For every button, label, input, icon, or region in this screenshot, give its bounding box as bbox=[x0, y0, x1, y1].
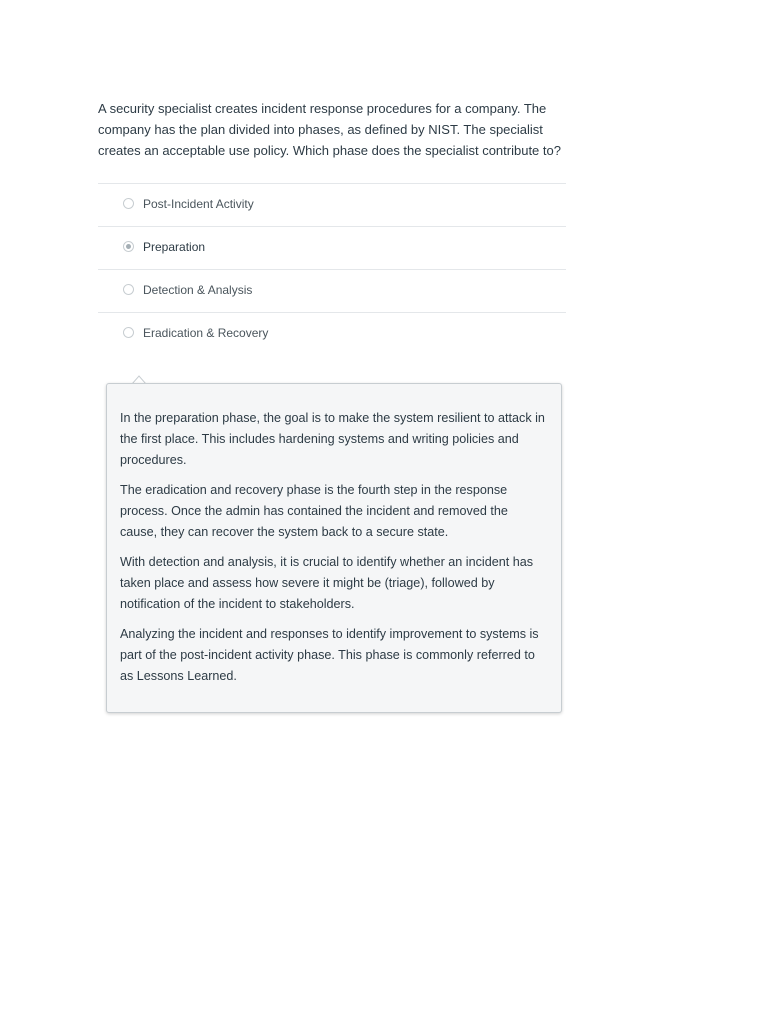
answer-feedback-panel bbox=[106, 383, 562, 713]
radio-button[interactable] bbox=[123, 284, 134, 295]
feedback-paragraph: With detection and analysis, it is crucial to identify whether an incident has taken place and assess how severe it might be (triage), followed by notification of the incident to stakeholders. bbox=[120, 555, 534, 611]
answer-option-eradication-recovery[interactable] bbox=[98, 313, 566, 355]
radio-button[interactable] bbox=[123, 327, 134, 338]
answer-option-post-incident-activity[interactable] bbox=[98, 184, 566, 227]
question-text: A security specialist creates incident response procedures for a company. The company has the plan divided into phases, as defined by NIST. The specialist creates an acceptable use policy. Which phase does the specialist contribute to? bbox=[98, 101, 561, 158]
feedback-paragraph: Analyzing the incident and responses to identify improvement to systems is part of the post-incident activity phase. This phase is commonly referred to as Lessons Learned. bbox=[120, 627, 539, 683]
answer-option-preparation[interactable] bbox=[98, 227, 566, 270]
answer-label: Preparation bbox=[143, 240, 206, 254]
radio-button[interactable] bbox=[123, 198, 134, 209]
feedback-paragraph: In the preparation phase, the goal is to make the system resilient to attack in the first place. This includes hardening systems and writing policies and procedures. bbox=[120, 411, 545, 467]
feedback-paragraph: The eradication and recovery phase is the fourth step in the response process. Once the admin has contained the incident and removed the cause, they can recover the system back to a secure state. bbox=[120, 483, 508, 539]
answer-label: Eradication & Recovery bbox=[143, 326, 269, 340]
answer-list bbox=[98, 183, 566, 355]
answer-label: Post-Incident Activity bbox=[143, 197, 254, 211]
radio-button-selected[interactable] bbox=[123, 241, 134, 252]
answer-option-detection-analysis[interactable] bbox=[98, 270, 566, 313]
answer-label: Detection & Analysis bbox=[143, 283, 253, 297]
